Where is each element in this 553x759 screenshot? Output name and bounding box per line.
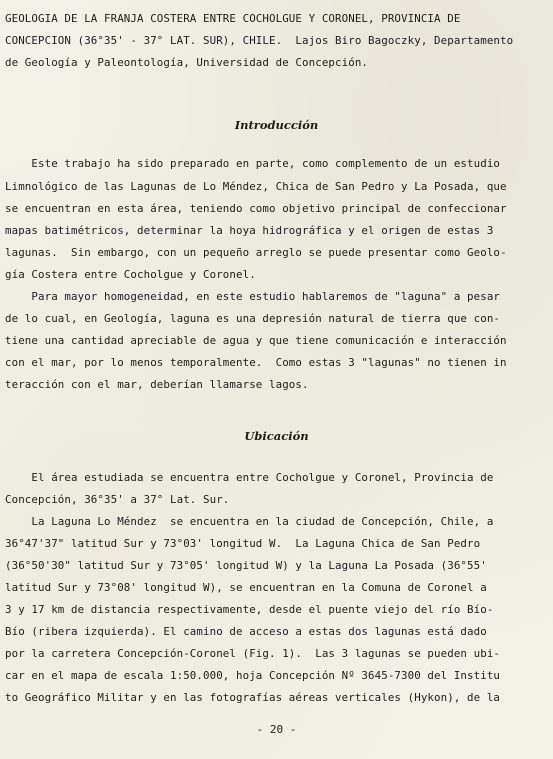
header-line: de Geología y Paleontología, Universidad de Concepción. [5,56,369,69]
paragraph-line: latitud Sur y 73°08' longitud W), se encuentran en la Comuna de Coronel a [5,581,487,594]
paragraph-line: Este trabajo ha sido preparado en parte, como complemento de un estudio [5,157,501,170]
paragraph-line: car en el mapa de escala 1:50.000, hoja Concepción Nº 3645-7300 del Institu [5,669,501,682]
page-number: - 20 - [256,723,297,736]
paragraph-line: por la carretera Concepción-Coronel (Fig. 1). Las 3 lagunas se pueden ubi- [5,647,501,660]
paragraph-line: de lo cual, en Geología, laguna es una depresión natural de tierra que con- [5,312,501,325]
paragraph-line: Para mayor homogeneidad, en este estudio hablaremos de "laguna" a pesar [5,290,501,303]
paragraph-line: El área estudiada se encuentra entre Cocholgue y Coronel, Provincia de [5,471,494,484]
paragraph-line: se encuentran en esta área, teniendo como objetivo principal de confeccionar [5,202,507,215]
paragraph-line: mapas batimétricos, determinar la hoya hidrográfica y el origen de estas 3 [5,224,494,237]
paragraph-line: 3 y 17 km de distancia respectivamente, desde el puente viejo del río Bío- [5,603,494,616]
paragraph-line: teracción con el mar, deberían llamarse lagos. [5,378,309,391]
paragraph-line: (36°50'30" latitud Sur y 73°05' longitud W) y la Laguna La Posada (36°55' [5,559,487,572]
section-heading-introduccion: Introducción [234,118,319,132]
paragraph-line: La Laguna Lo Méndez se encuentra en la ciudad de Concepción, Chile, a [5,515,494,528]
paragraph-line: to Geográfico Militar y en las fotografías aéreas verticales (Hykon), de la [5,691,501,704]
header-line: GEOLOGIA DE LA FRANJA COSTERA ENTRE COCHOLGUE Y CORONEL, PROVINCIA DE [5,12,461,25]
section-heading-ubicacion: Ubicación [244,429,309,443]
paragraph-line: Limnológico de las Lagunas de Lo Méndez, Chica de San Pedro y La Posada, que [5,180,507,193]
paragraph-line: Concepción, 36°35' a 37° Lat. Sur. [5,493,230,506]
paragraph-line: lagunas. Sin embargo, con un pequeño arreglo se puede presentar como Geolo- [5,246,507,259]
paragraph-line: gía Costera entre Cocholgue y Coronel. [5,268,256,281]
paragraph-line: tiene una cantidad apreciable de agua y que tiene comunicación e interacción [5,334,507,347]
paragraph-line: 36°47'37" latitud Sur y 73°03' longitud W. La Laguna Chica de San Pedro [5,537,481,550]
header-line: CONCEPCION (36°35' - 37° LAT. SUR), CHILE. Lajos Biro Bagoczky, Departamento [5,34,514,47]
paragraph-line: Bío (ribera izquierda). El camino de acceso a estas dos lagunas está dado [5,625,487,638]
paragraph-line: con el mar, por lo menos temporalmente. Como estas 3 "lagunas" no tienen in [5,356,507,369]
